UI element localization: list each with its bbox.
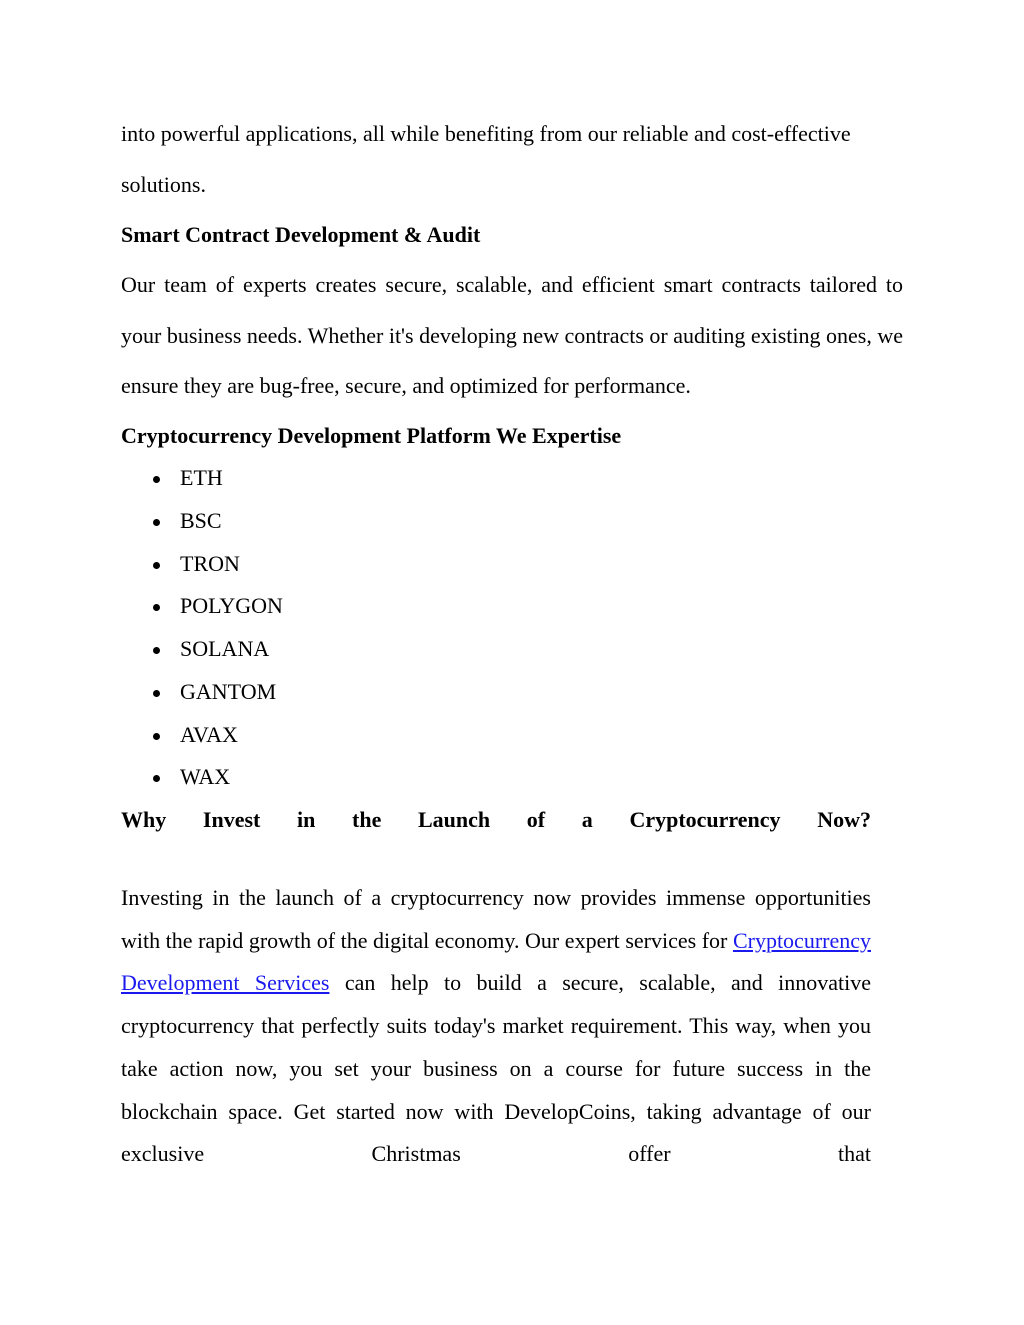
platform-list — [121, 457, 283, 799]
list-item — [121, 500, 283, 543]
platform-label: POLYGON — [180, 593, 283, 619]
bullet-icon — [153, 733, 160, 740]
why-invest-text-after-link: can help to build a secure, scalable, and innovative cryptocurrency that perfectly suits today's market requirement. This way, when you take action now, you set your business on a course for future success in the blockchain space. Get started now with DevelopCoins, taking advantage of our exclusive Christmas offer that — [121, 970, 871, 1167]
list-item — [121, 585, 283, 628]
cryptocurrency-development-services-link[interactable]: Cryptocurrency Development Services — [121, 927, 871, 996]
platform-label: BSC — [180, 507, 222, 533]
list-item — [121, 671, 283, 714]
bullet-icon — [153, 604, 160, 611]
smart-contract-heading: Smart Contract Development & Audit — [121, 222, 481, 247]
list-item — [121, 628, 283, 671]
list-item — [121, 714, 283, 757]
list-item — [121, 457, 283, 500]
bullet-icon — [153, 562, 160, 569]
why-invest-heading: Why Invest in the Launch of a Cryptocurrency Now? — [121, 807, 871, 832]
bullet-icon — [153, 690, 160, 697]
platform-label: SOLANA — [180, 636, 270, 661]
platforms-heading: Cryptocurrency Development Platform We Expertise — [121, 423, 622, 448]
bullet-icon — [153, 476, 160, 483]
intro-line-1: into powerful applications, all while benefiting from our reliable and cost-effective — [121, 121, 851, 146]
why-invest-body — [121, 877, 871, 1219]
smart-contract-section — [121, 210, 903, 412]
platform-label: TRON — [180, 550, 240, 576]
smart-contract-body: Our team of experts creates secure, scalable, and efficient smart contracts tailored to your business needs. Whether it's developing new contracts or auditing existing ones, we ensure they are bug-free, secure, and optimized for performance. — [121, 272, 903, 398]
intro-paragraph — [121, 109, 903, 210]
platform-label: ETH — [180, 465, 223, 490]
intro-line-2: solutions. — [121, 171, 206, 197]
why-invest-text-before-link: Investing in the launch of a cryptocurrency now provides immense opportunities with the rapid growth of the digital economy. Our expert services for — [121, 885, 871, 953]
bullet-icon — [153, 519, 160, 526]
bullet-icon — [153, 775, 160, 782]
list-item — [121, 756, 283, 799]
platforms-heading-block — [121, 411, 903, 461]
bullet-icon — [153, 647, 160, 654]
platform-label: AVAX — [180, 721, 238, 747]
platform-label: WAX — [180, 764, 231, 790]
platform-label: GANTOM — [180, 678, 277, 704]
list-item — [121, 543, 283, 586]
